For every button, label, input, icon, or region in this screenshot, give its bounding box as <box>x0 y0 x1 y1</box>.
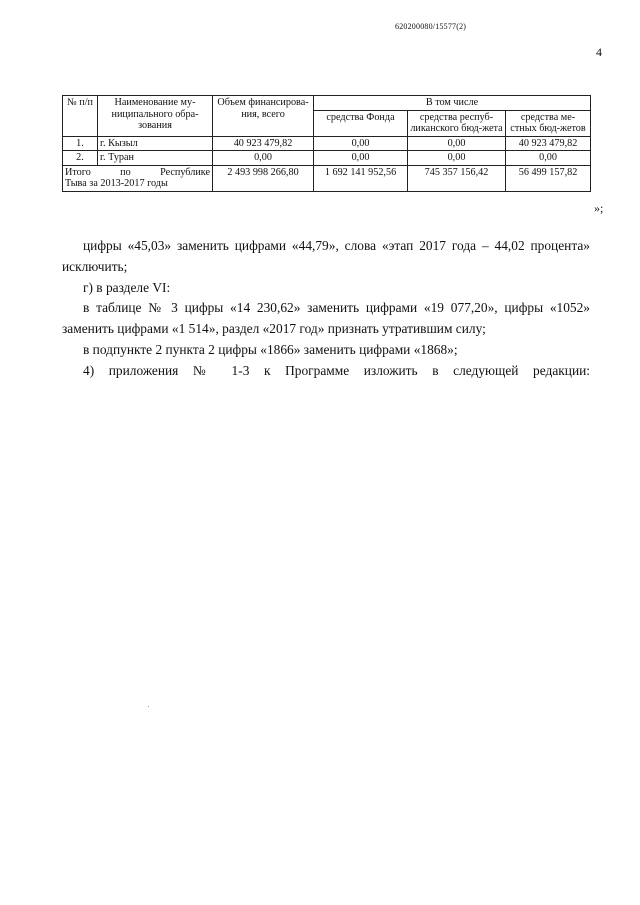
paragraph: г) в разделе VI: <box>83 279 171 295</box>
table-header-row <box>63 96 591 111</box>
scan-speck <box>148 706 149 707</box>
summary-label-line1: Итого по Республике <box>65 166 210 178</box>
header-municipality: Наименование му-ниципального обра-зования <box>98 96 213 137</box>
cell-local: 0,00 <box>506 151 591 166</box>
paragraph: цифры «45,03» заменить цифрами «44,79», слова «этап 2017 года – 44,02 процента» исключить; <box>62 238 590 274</box>
header-including: В том числе <box>314 96 591 111</box>
cell-fund: 0,00 <box>314 136 408 151</box>
cell-municipality: г. Кызыл <box>98 136 213 151</box>
paragraph: в таблице № 3 цифры «14 230,62» заменить цифрами «19 077,20», цифры «1052» заменить цифрами «1 514», раздел «2017 год» признать утратившим силу; <box>62 300 590 337</box>
table-row <box>63 151 591 166</box>
header-num: № п/п <box>63 96 98 137</box>
header-total: Объем финансирова-ния, всего <box>213 96 314 137</box>
summary-local: 56 499 157,82 <box>506 165 591 191</box>
cell-republic: 0,00 <box>408 151 506 166</box>
cell-total: 40 923 479,82 <box>213 136 314 151</box>
cell-municipality: г. Туран <box>98 151 213 166</box>
document-id: 620200080/15577(2) <box>395 22 467 31</box>
cell-total: 0,00 <box>213 151 314 166</box>
paragraph: в подпункте 2 пункта 2 цифры «1866» заменить цифрами «1868»; <box>83 341 458 357</box>
table-closing-mark: »; <box>594 201 604 215</box>
summary-label-line2: Тыва за 2013-2017 годы <box>65 178 168 189</box>
page-number: 4 <box>596 45 602 59</box>
document-body <box>62 236 590 382</box>
summary-fund: 1 692 141 952,56 <box>314 165 408 191</box>
financing-table <box>62 95 591 192</box>
header-local: средства ме-стных бюд-жетов <box>506 110 591 136</box>
header-fund: средства Фонда <box>314 110 408 136</box>
cell-local: 40 923 479,82 <box>506 136 591 151</box>
table-summary-row <box>63 165 591 191</box>
summary-total: 2 493 998 266,80 <box>213 165 314 191</box>
cell-num: 2. <box>63 151 98 166</box>
header-republic: средства респуб-ликанского бюд-жета <box>408 110 506 136</box>
cell-fund: 0,00 <box>314 151 408 166</box>
table-row <box>63 136 591 151</box>
paragraph: 4) приложения № 1-3 к Программе изложить в следующей редакции: <box>83 362 590 378</box>
cell-republic: 0,00 <box>408 136 506 151</box>
cell-num: 1. <box>63 136 98 151</box>
summary-label <box>63 165 213 191</box>
summary-republic: 745 357 156,42 <box>408 165 506 191</box>
